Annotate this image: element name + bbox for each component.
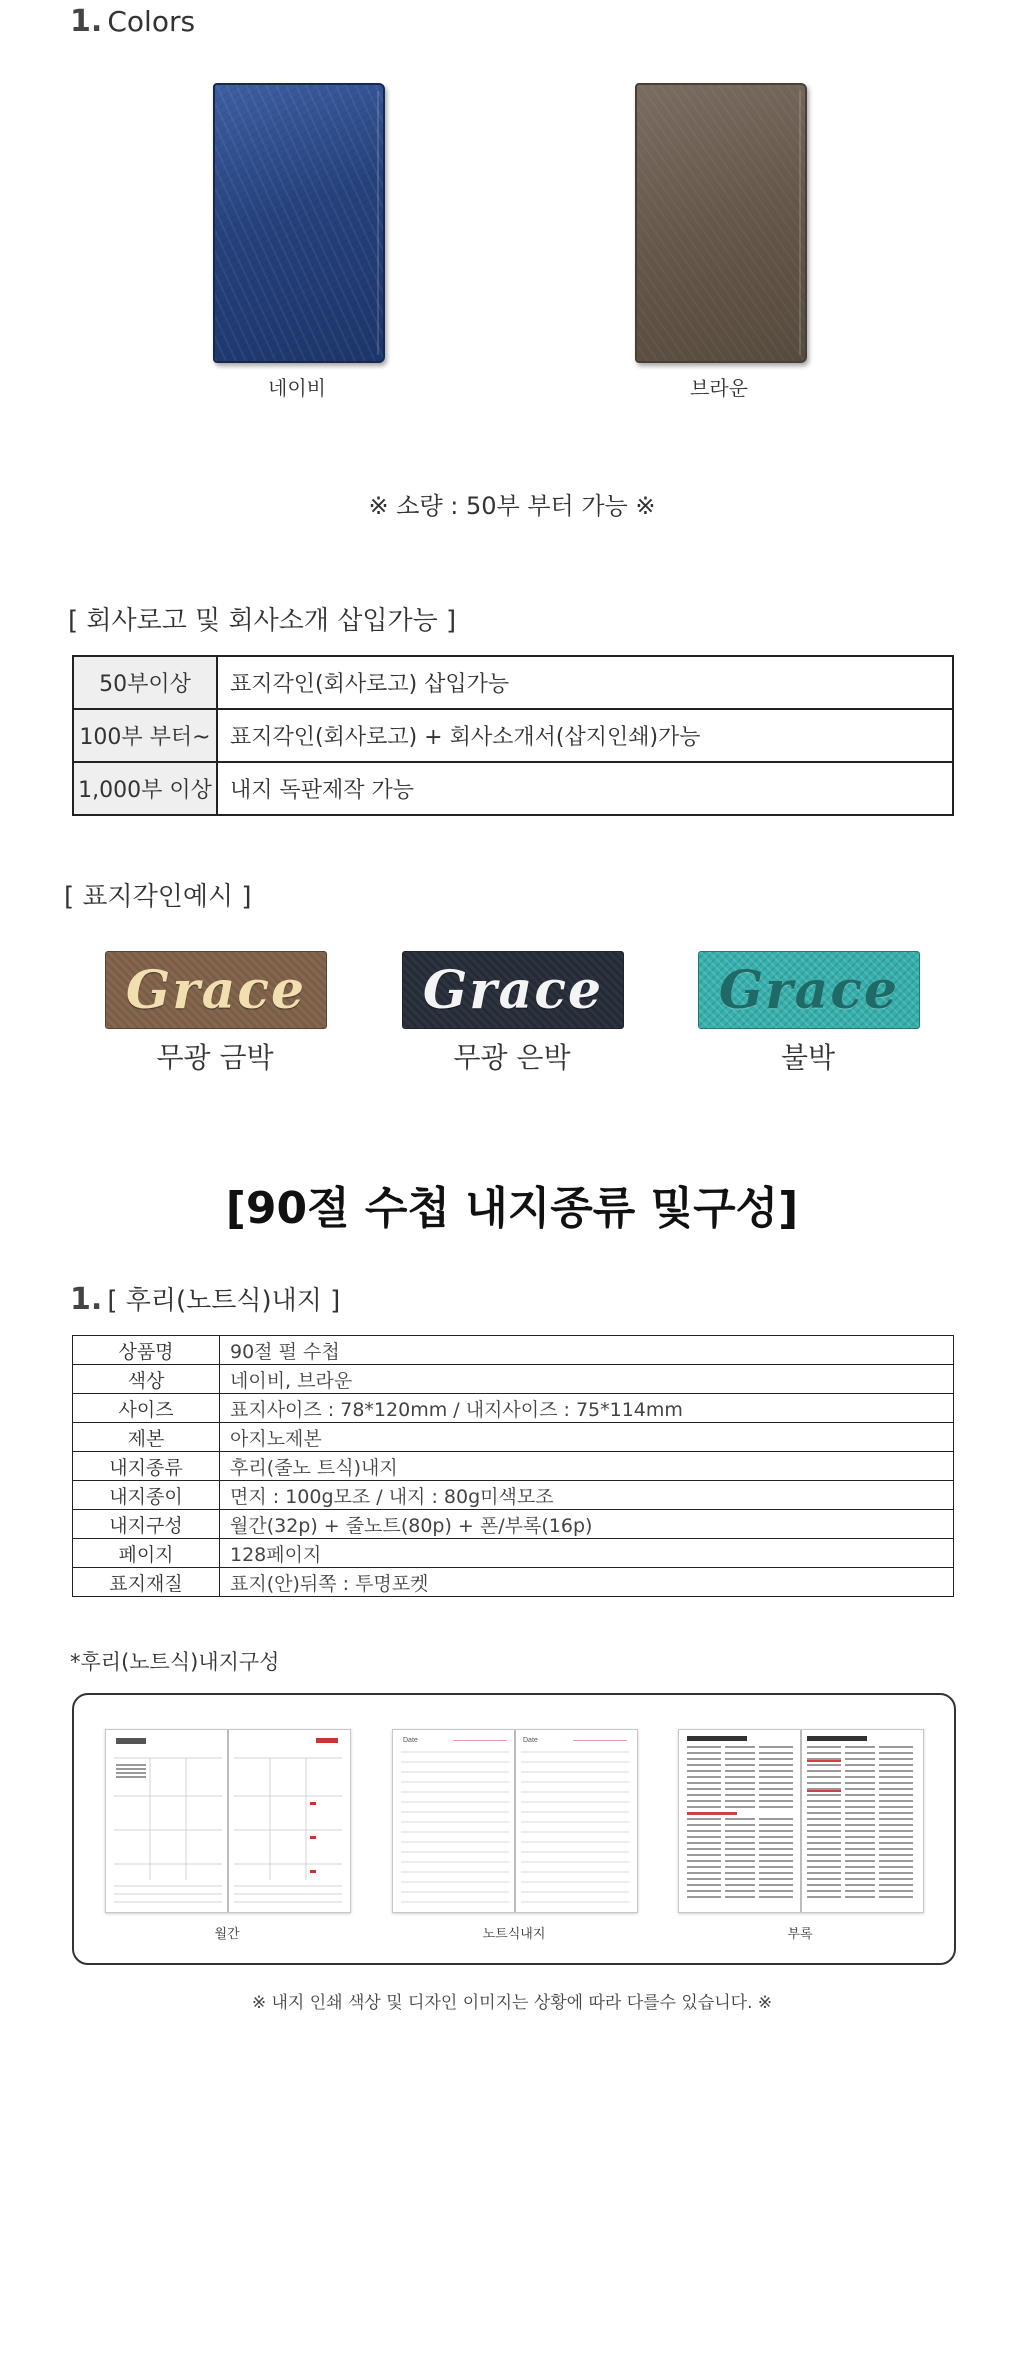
monthly-calendar-spread-icon [105,1729,351,1913]
spread-gutter [227,1730,229,1912]
desc-cell: 내지 독판제작 가능 [217,762,953,815]
spec-value: 표지사이즈 : 78*120mm / 내지사이즈 : 75*114mm [220,1394,954,1423]
logo-options-table [72,655,954,816]
table-row [73,656,953,709]
spec-key: 내지구성 [73,1510,220,1539]
monthly-preview-label: 월간 [214,1927,240,1942]
desc-cell: 표지각인(회사로고) 삽입가능 [217,656,953,709]
composition-preview-box [72,1693,956,1965]
spec-value: 면지 : 100g모조 / 내지 : 80g미색모조 [220,1481,954,1510]
spec-value: 90절 펄 수첩 [220,1336,954,1365]
spec-table [72,1335,954,1597]
table-row [73,709,953,762]
table-row [73,1568,954,1597]
table-row [73,1336,954,1365]
spec-section-header [70,1280,340,1317]
gold-foil-label: 무광 금박 [156,1041,274,1074]
spread-gutter [514,1730,516,1912]
table-row [73,1539,954,1568]
table-row [73,1510,954,1539]
brown-cover-image [635,83,807,363]
brown-color-label: 브라운 [690,376,748,400]
minimum-order-notice: ※ 소량 : 50부 부터 가능 ※ [368,492,656,520]
table-row [73,1394,954,1423]
logo-section-heading: [ 회사로고 및 회사소개 삽입가능 ] [68,606,457,636]
spec-section-number: 1. [70,1282,103,1317]
spec-key: 상품명 [73,1336,220,1365]
spread-gutter [800,1730,802,1912]
spec-value: 표지(안)뒤쪽 : 투명포켓 [220,1568,954,1597]
lined-note-spread-icon [392,1729,638,1913]
inner-pages-title: [90절 수첩 내지종류 및구성] [225,1183,799,1234]
qty-cell: 100부 부터~ [73,709,217,762]
spec-value: 후리(줄노 트식)내지 [220,1452,954,1481]
composition-heading: *후리(노트식)내지구성 [70,1650,280,1674]
blind-emboss-sample: Grace [698,951,920,1029]
spec-key: 제본 [73,1423,220,1452]
print-disclaimer: ※ 내지 인쇄 색상 및 디자인 이미지는 상황에 따라 다를수 있습니다. ※ [251,1993,773,2013]
qty-cell: 50부이상 [73,656,217,709]
appendix-reference-spread-icon [678,1729,924,1913]
silver-foil-label: 무광 은박 [453,1041,571,1074]
table-row [73,1481,954,1510]
left-page-date-header: Date [403,1737,418,1744]
table-row [73,1452,954,1481]
table-row [73,1423,954,1452]
spec-key: 페이지 [73,1539,220,1568]
spec-key: 표지재질 [73,1568,220,1597]
gold-foil-sample: Grace [105,951,327,1029]
navy-color-label: 네이비 [268,376,326,400]
table-row [73,762,953,815]
spec-key: 내지종이 [73,1481,220,1510]
spec-value: 네이비, 브라운 [220,1365,954,1394]
right-page-date-header: Date [523,1737,538,1744]
table-row [73,1365,954,1394]
navy-cover-image [213,83,385,363]
emboss-section-heading: [ 표지각인예시 ] [64,882,252,912]
spec-value: 아지노제본 [220,1423,954,1452]
qty-cell: 1,000부 이상 [73,762,217,815]
spec-key: 내지종류 [73,1452,220,1481]
note-preview-label: 노트식내지 [482,1927,546,1942]
spec-key: 색상 [73,1365,220,1394]
colors-section-header [70,4,195,39]
appendix-preview-label: 부록 [787,1927,813,1942]
colors-section-title: Colors [107,5,196,38]
spec-section-heading: [ 후리(노트식)내지 ] [107,1286,341,1316]
colors-section-number: 1. [70,4,103,39]
spec-value: 128페이지 [220,1539,954,1568]
spec-value: 월간(32p) + 줄노트(80p) + 폰/부록(16p) [220,1510,954,1539]
desc-cell: 표지각인(회사로고) + 회사소개서(삽지인쇄)가능 [217,709,953,762]
spec-key: 사이즈 [73,1394,220,1423]
blind-emboss-label: 불박 [780,1041,836,1074]
silver-foil-sample: Grace [402,951,624,1029]
